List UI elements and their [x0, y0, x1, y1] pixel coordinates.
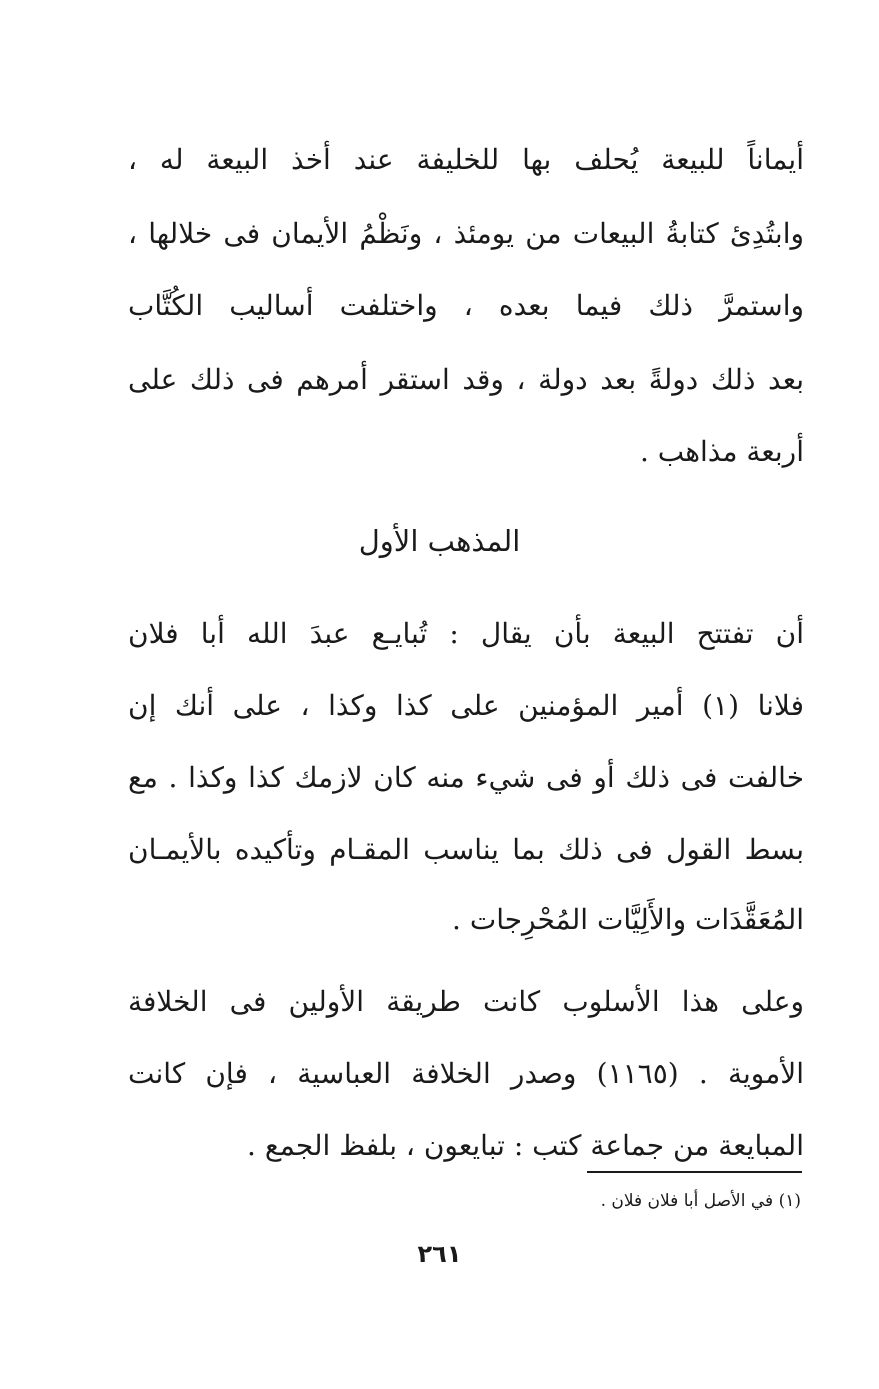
page-number: ٢٦١: [417, 1240, 462, 1268]
text-line: وابتُدِئ كتابةُ البيعات من يومئذ ، ونَظْمُ الأيمان فى خلالها ،: [128, 217, 804, 250]
text-line: واستمرَّ ذلك فيما بعده ، واختلفت أساليب الكُتَّاب: [128, 289, 804, 322]
text-line: الأموية . (١١٦٥) وصدر الخلافة العباسية ، فإن كانت: [128, 1057, 804, 1090]
text-line: أن تفتتح البيعة بأن يقال : تُبايـع عبدَ الله أبا فلان: [128, 617, 804, 650]
section-heading: المذهب الأول: [358, 524, 521, 558]
footnote-separator: [587, 1171, 802, 1173]
footnote: (١) في الأصل أبا فلان فلان .: [600, 1191, 801, 1211]
text-line: وعلى هذا الأسلوب كانت طريقة الأولين فى الخلافة: [128, 985, 804, 1018]
text-line: خالفت فى ذلك أو فى شيء منه كان لازمك كذا وكذا . مع: [128, 761, 804, 794]
text-line: المُعَقَّدَات والأَلِيَّات المُحْرِجات .: [452, 903, 804, 936]
text-line: أربعة مذاهب .: [639, 435, 804, 468]
text-line: بعد ذلك دولةً بعد دولة ، وقد استقر أمرهم فى ذلك على: [128, 363, 804, 396]
text-line: بسط القول فى ذلك بما يناسب المقـام وتأكيده بالأيمـان: [128, 833, 804, 866]
text-line: أيماناً للبيعة يُحلف بها للخليفة عند أخذ البيعة له ،: [128, 143, 804, 176]
text-line: فلانا (١) أمير المؤمنين على كذا وكذا ، على أنك إن: [128, 689, 804, 722]
text-line: المبايعة من جماعة كتب : تبايعون ، بلفظ الجمع .: [247, 1129, 804, 1162]
